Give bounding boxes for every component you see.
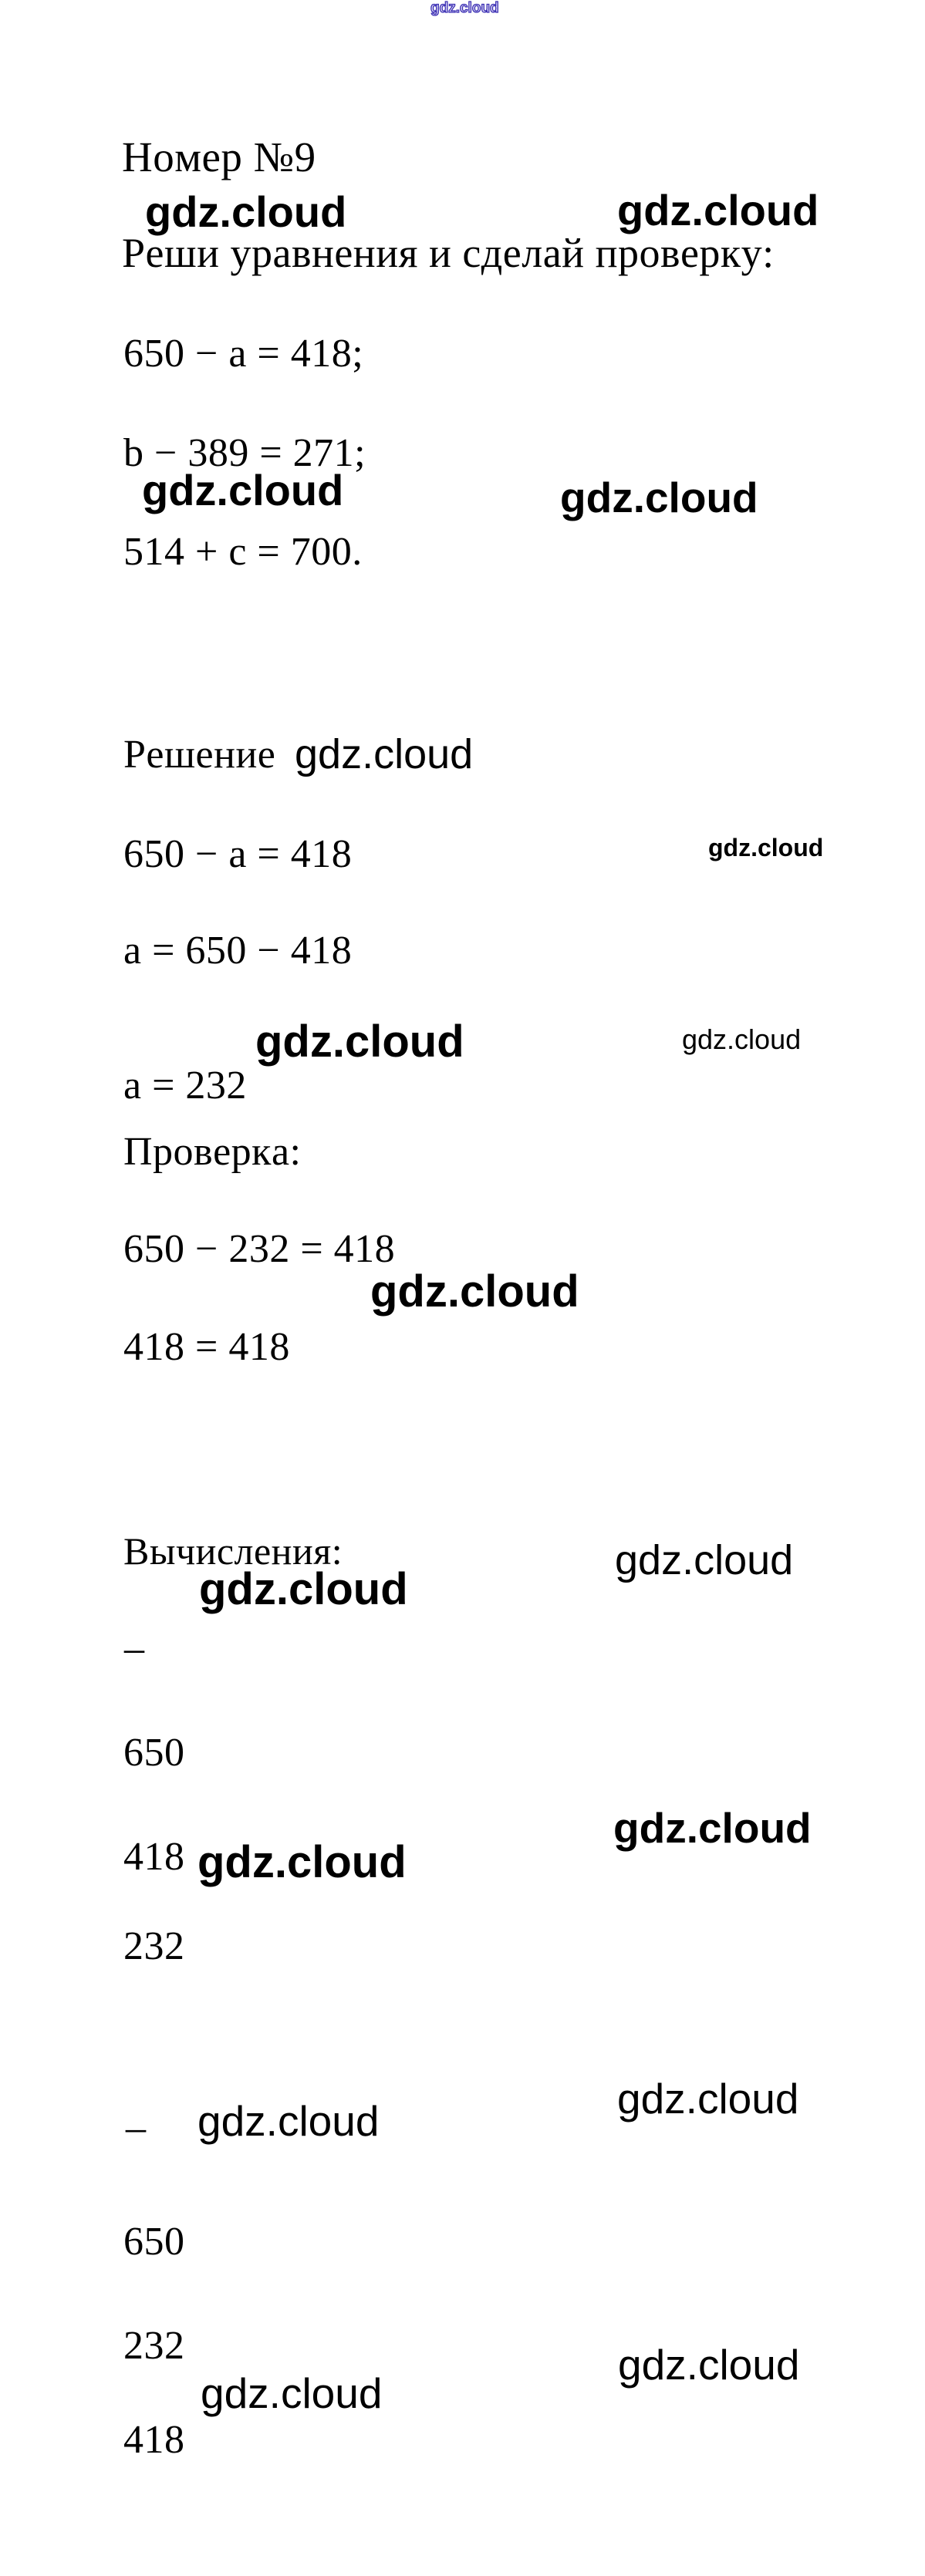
solution-step-2: a = 650 − 418 (123, 929, 353, 973)
column-minuend-1: 650 (123, 1731, 185, 1775)
column-minus-sign-2: _ (126, 2092, 147, 2136)
solution-heading: Решение (123, 733, 276, 777)
site-watermark: gdz.cloud (682, 1023, 802, 1055)
site-watermark: gdz.cloud (617, 186, 819, 234)
site-watermark: gdz.cloud (255, 1017, 464, 1067)
task-equation-2: b − 389 = 271; (123, 431, 366, 475)
task-prompt: Реши уравнения и сделай проверку: (122, 230, 775, 276)
column-difference-2: 418 (123, 2418, 185, 2462)
column-difference-1: 232 (123, 1924, 185, 1968)
site-watermark: gdz.cloud (197, 1837, 407, 1887)
solution-step-1: 650 − a = 418 (123, 832, 353, 876)
site-watermark: gdz.cloud (560, 474, 758, 521)
site-watermark: gdz.cloud (199, 1564, 408, 1614)
task-equation-3: 514 + c = 700. (123, 530, 363, 574)
site-watermark: gdz.cloud (197, 2097, 380, 2145)
site-watermark: gdz.cloud (613, 1804, 812, 1852)
page-title: Номер №9 (122, 133, 316, 180)
site-watermark: gdz.cloud (201, 2369, 383, 2417)
solution-step-3: a = 232 (123, 1064, 247, 1108)
site-watermark: gdz.cloud (615, 1537, 794, 1583)
column-subtrahend-1: 418 (123, 1835, 185, 1879)
column-subtrahend-2: 232 (123, 2324, 185, 2368)
calculations-heading: Вычисления: (123, 1529, 343, 1573)
task-equation-1: 650 − a = 418; (123, 332, 364, 376)
check-step-1: 650 − 232 = 418 (123, 1227, 396, 1271)
column-minus-sign-1: – (124, 1627, 145, 1671)
check-step-2: 418 = 418 (123, 1325, 290, 1369)
site-watermark: gdz.cloud (142, 466, 344, 514)
column-minuend-2: 650 (123, 2220, 185, 2264)
site-watermark: gdz.cloud (618, 2341, 800, 2389)
site-watermark-top: gdz.cloud (430, 0, 499, 16)
site-watermark: gdz.cloud (145, 187, 347, 236)
site-watermark: gdz.cloud (617, 2075, 799, 2123)
site-watermark: gdz.cloud (708, 834, 824, 861)
check-heading: Проверка: (123, 1130, 302, 1174)
site-watermark: gdz.cloud (370, 1266, 579, 1317)
site-watermark: gdz.cloud (295, 731, 474, 777)
